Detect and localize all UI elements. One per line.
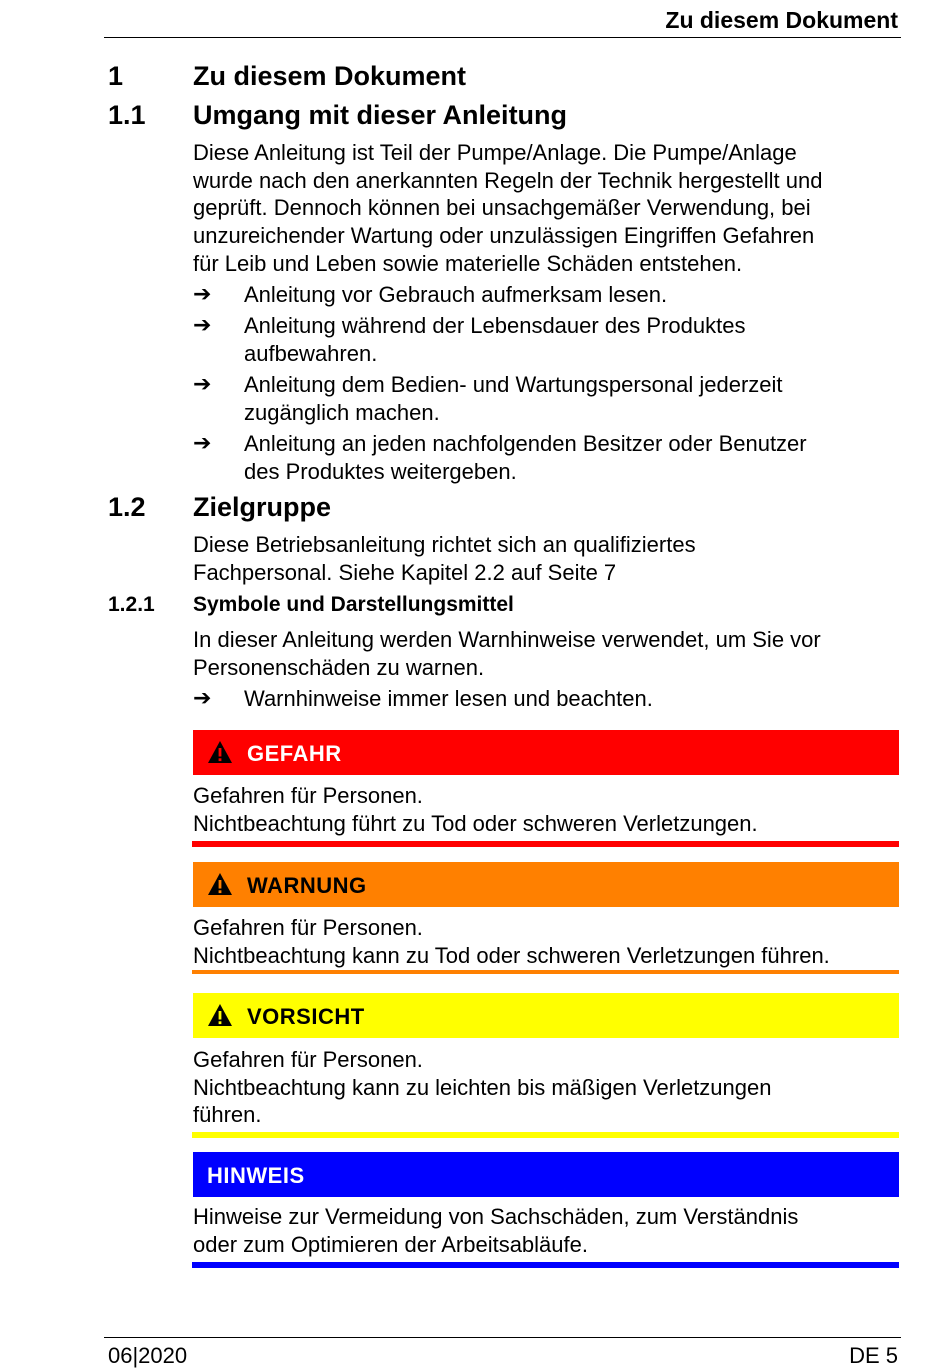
caution-text <box>193 1046 898 1129</box>
warning-banner <box>193 862 899 907</box>
list-item-text: Warnhinweise immer lesen und beachten. <box>244 686 653 711</box>
page-number: DE 5 <box>849 1343 898 1368</box>
arrow-right-icon: ➔ <box>193 282 212 307</box>
heading-text: Umgang mit dieser Anleitung <box>193 100 568 130</box>
danger-text <box>193 782 898 837</box>
notice-text <box>193 1203 898 1258</box>
notice-line: Nichtbeachtung führt zu Tod oder schweren Verletzungen. <box>193 810 758 836</box>
warning-triangle-icon <box>207 1003 233 1027</box>
notice-line: oder zum Optimieren der Arbeitsabläufe. <box>193 1231 588 1257</box>
notice-rule <box>192 1262 899 1268</box>
heading-number: 1.1 <box>108 100 146 130</box>
paragraph-line: für Leib und Leben sowie materielle Schäden entstehen. <box>193 250 743 276</box>
notice-banner <box>193 1152 899 1197</box>
paragraph-line: Fachpersonal. Siehe Kapitel 2.2 auf Seite 7 <box>193 559 617 585</box>
warning-text <box>193 914 898 969</box>
heading-number: 1.2.1 <box>108 593 155 616</box>
paragraph-line: unzureichender Wartung oder unzulässigen Eingriffen Gefahren <box>193 223 815 249</box>
list-item-text: aufbewahren. <box>244 340 378 366</box>
notice-label: HINWEIS <box>207 1163 305 1188</box>
caution-label: VORSICHT <box>247 1004 365 1029</box>
notice-line: Nichtbeachtung kann zu leichten bis mäßigen Verletzungen <box>193 1074 772 1100</box>
arrow-right-icon: ➔ <box>193 372 212 397</box>
danger-label: GEFAHR <box>247 741 342 766</box>
caution-banner <box>193 993 899 1038</box>
notice-line: Nichtbeachtung kann zu Tod oder schweren Verletzungen führen. <box>193 942 830 968</box>
warning-label: WARNUNG <box>247 873 367 898</box>
paragraph-line: Personenschäden zu warnen. <box>193 654 485 680</box>
list-item-text: Anleitung vor Gebrauch aufmerksam lesen. <box>244 282 668 307</box>
notice-line: Gefahren für Personen. <box>193 915 423 940</box>
heading-number: 1 <box>108 61 124 91</box>
target-group-paragraph <box>193 531 898 586</box>
arrow-right-icon: ➔ <box>193 313 212 338</box>
paragraph-line: geprüft. Dennoch können bei unsachgemäßer Verwendung, bei <box>193 195 811 221</box>
warning-triangle-icon <box>207 872 233 896</box>
notice-line: Gefahren für Personen. <box>193 1047 423 1072</box>
list-item-text: Anleitung während der Lebensdauer des Produktes <box>244 313 746 338</box>
footer-rule <box>104 1337 901 1338</box>
intro-paragraph <box>193 139 898 278</box>
heading-text: Symbole und Darstellungsmittel <box>193 593 514 616</box>
paragraph-line: In dieser Anleitung werden Warnhinweise verwendet, um Sie vor <box>193 627 821 652</box>
list-item-text: zugänglich machen. <box>244 399 440 425</box>
heading-text: Zielgruppe <box>193 492 332 522</box>
heading-text: Zu diesem Dokument <box>193 61 467 91</box>
notice-line: Gefahren für Personen. <box>193 783 423 808</box>
list-item-text: des Produktes weitergeben. <box>244 458 517 484</box>
header-rule <box>104 37 901 38</box>
notice-line: Hinweise zur Vermeidung von Sachschäden, zum Verständnis <box>193 1204 799 1229</box>
paragraph-line: Diese Anleitung ist Teil der Pumpe/Anlage. Die Pumpe/Anlage <box>193 140 797 165</box>
running-header: Zu diesem Dokument <box>665 7 898 33</box>
notice-line: führen. <box>193 1102 262 1128</box>
paragraph-line: wurde nach den anerkannten Regeln der Technik hergestellt und <box>193 167 823 193</box>
footer-date: 06|2020 <box>108 1343 188 1368</box>
paragraph-line: Diese Betriebsanleitung richtet sich an qualifiziertes <box>193 532 696 557</box>
symbols-paragraph <box>193 626 898 681</box>
arrow-right-icon: ➔ <box>193 686 212 711</box>
warning-triangle-icon <box>207 740 233 764</box>
warning-rule <box>192 970 899 974</box>
caution-rule <box>192 1132 899 1138</box>
danger-rule <box>192 841 899 847</box>
list-item-text: Anleitung an jeden nachfolgenden Besitzer oder Benutzer <box>244 431 807 456</box>
danger-banner <box>193 730 899 775</box>
arrow-right-icon: ➔ <box>193 431 212 456</box>
list-item-text: Anleitung dem Bedien- und Wartungspersonal jederzeit <box>244 372 783 397</box>
heading-number: 1.2 <box>108 492 146 522</box>
